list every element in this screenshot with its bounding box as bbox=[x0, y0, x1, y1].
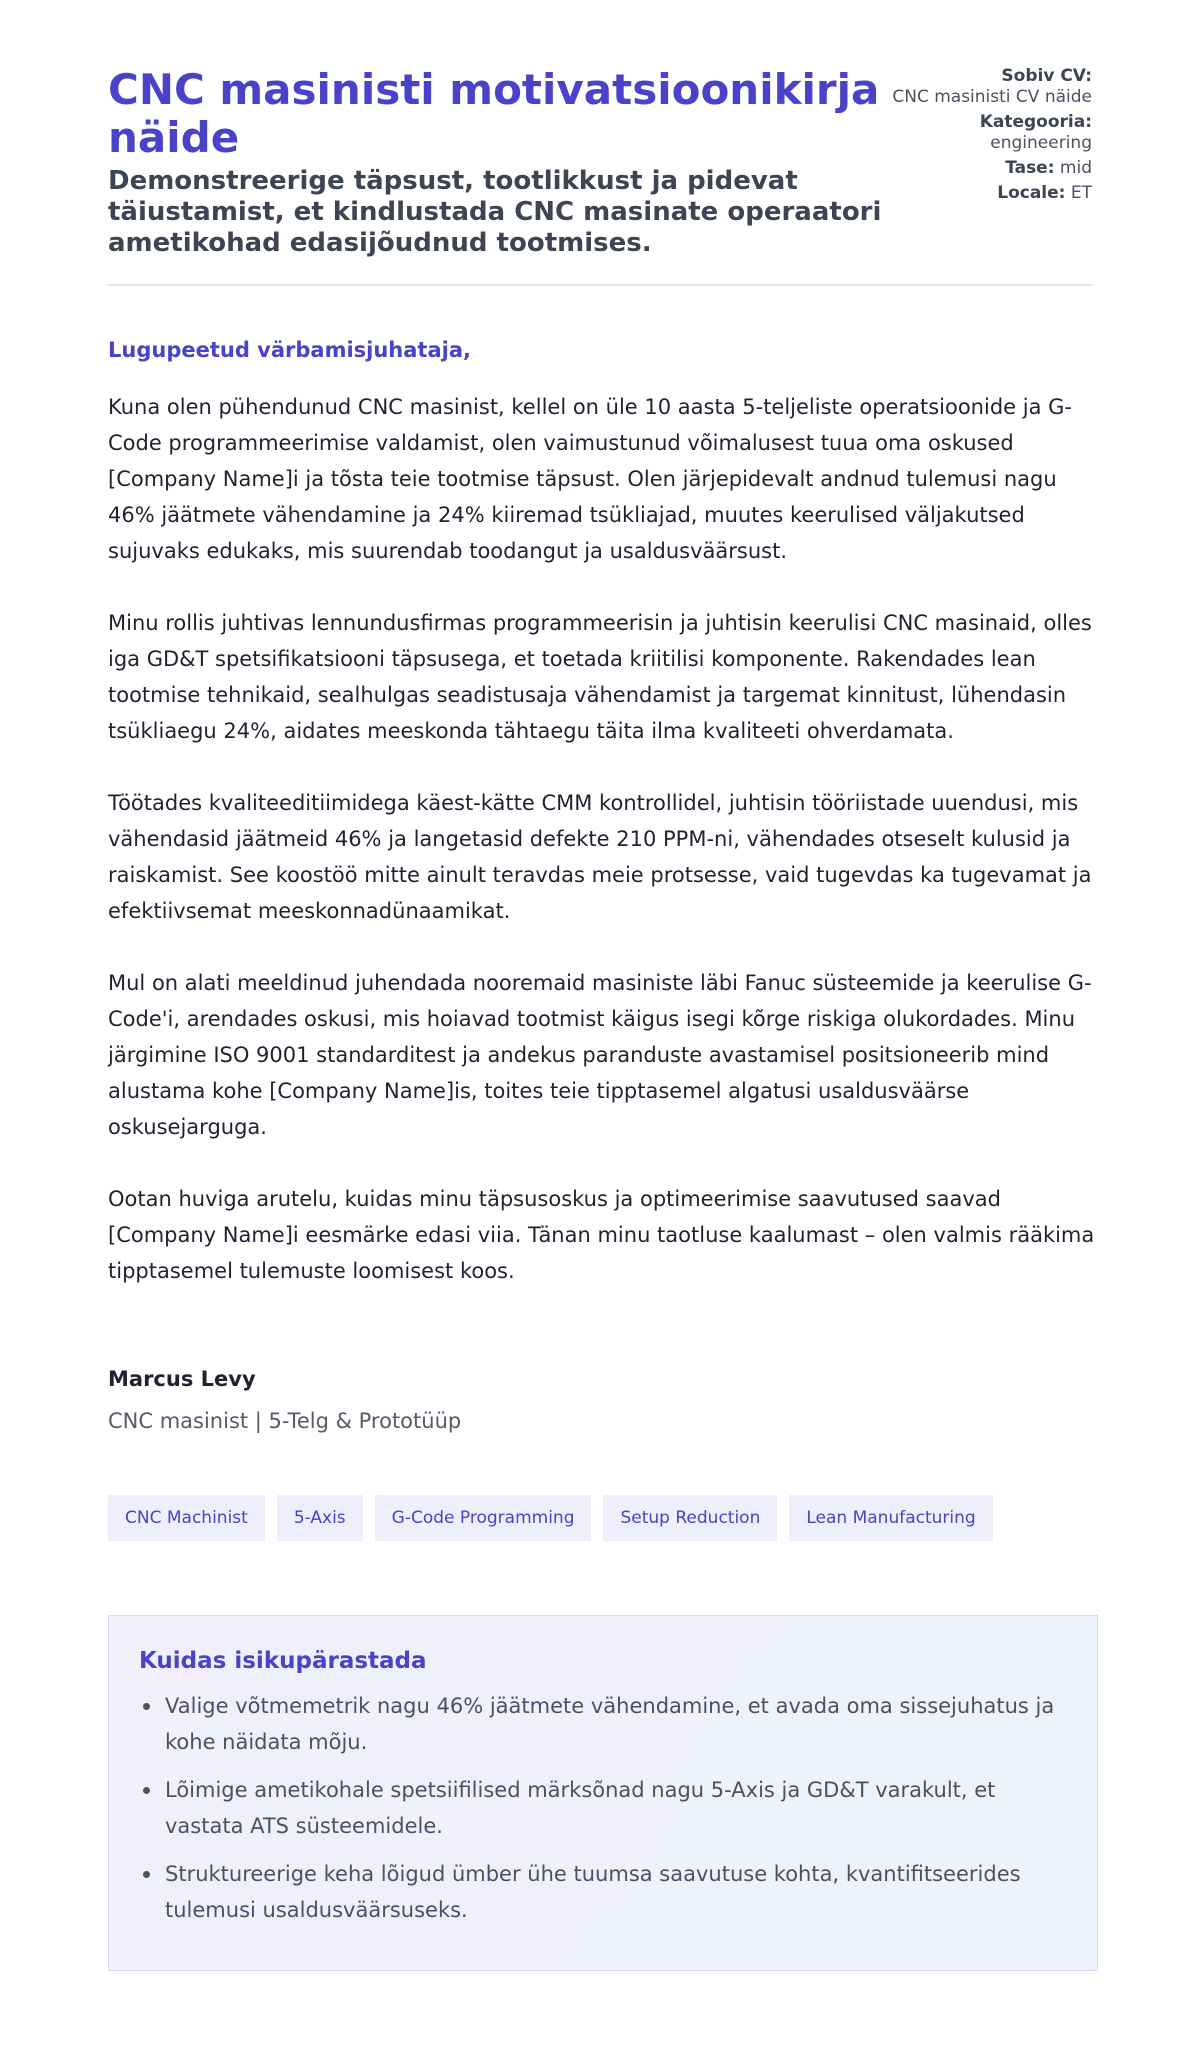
meta-locale bbox=[892, 183, 1092, 204]
skill-tag: CNC Machinist bbox=[108, 1495, 265, 1541]
skill-tag: Setup Reduction bbox=[603, 1495, 777, 1541]
tips-list bbox=[139, 1688, 1067, 1928]
page-title: CNC masinisti motivatsioonikirja näide bbox=[108, 65, 880, 162]
bullet-icon bbox=[143, 1787, 150, 1794]
meta-locale-label: Locale: bbox=[997, 183, 1066, 203]
signature-role: CNC masinist | 5-Telg & Prototüüp bbox=[108, 1409, 462, 1433]
meta-locale-value: ET bbox=[1070, 183, 1092, 203]
meta-category-value: engineering bbox=[990, 133, 1092, 153]
meta-category-label: Kategooria: bbox=[979, 112, 1092, 132]
meta-panel bbox=[892, 66, 1092, 208]
letter-paragraph-2: Minu rollis juhtivas lennundusfirmas programmeerisin ja juhtisin keerulisi CNC masinaid, olles iga GD&T spetsifikatsiooni täpsusega, et toetada kriitilisi komponente. Rakendades lean tootmise tehnikaid, sealhulgas seadistusaja vähendamist ja targemat kinnitust, lühendasin tsükliaegu 24%, aidates meeskonda tähtaegu täita ilma kvaliteeti ohverdamata. bbox=[108, 611, 1092, 743]
meta-matching-cv bbox=[892, 66, 1092, 108]
bullet-icon bbox=[143, 1703, 150, 1710]
meta-level bbox=[892, 158, 1092, 179]
signature-name: Marcus Levy bbox=[108, 1367, 256, 1391]
tips-item-text: Valige võtmemetrik nagu 46% jäätmete vähendamine, et avada oma sissejuhatus ja kohe näidata mõju. bbox=[165, 1694, 1055, 1754]
skill-tag: G-Code Programming bbox=[375, 1495, 592, 1541]
meta-level-value: mid bbox=[1059, 158, 1092, 178]
letter-body bbox=[108, 336, 1095, 1971]
letter-paragraph-4: Mul on alati meeldinud juhendada nooremaid masiniste läbi Fanuc süsteemide ja keerulise G-Code'i, arendades oskusi, mis hoiavad tootmist käigus isegi kõrge riskiga olukordades. Minu järgimine ISO 9001 standarditest ja andekus paranduste avastamisel positsioneerib mind alustama kohe [Company Name]is, toites teie tipptasemel algatusi usaldusväärse oskusejarguga. bbox=[108, 971, 1092, 1139]
page-subtitle: Demonstreerige täpsust, tootlikkust ja pidevat täiustamist, et kindlustada CNC masinate operaatori ametikohad edasijõudnud tootmises. bbox=[108, 166, 882, 258]
page-header bbox=[108, 0, 1092, 286]
letter-paragraph-5: Ootan huviga arutelu, kuidas minu täpsusoskus ja optimeerimise saavutused saavad [Company Name]i eesmärke edasi viia. Tänan minu taotluse kaalumast – olen valmis rääkima tipptasemel tulemuste loomisest koos. bbox=[108, 1187, 1095, 1283]
bullet-icon bbox=[143, 1871, 150, 1878]
meta-category bbox=[892, 112, 1092, 154]
tips-list-item bbox=[139, 1856, 1067, 1928]
meta-matching-cv-link[interactable]: CNC masinisti CV näide bbox=[892, 87, 1092, 107]
letter-paragraph-1: Kuna olen pühendunud CNC masinist, kellel on üle 10 aasta 5-teljeliste operatsioonide ja G-Code programmeerimise valdamist, olen vaimustunud võimalusest tuua oma oskused [Company Name]i ja tõsta teie tootmise täpsust. Olen järjepidevalt andnud tulemusi nagu 46% jäätmete vähendamine ja 24% kiiremad tsükliajad, muutes keerulised väljakutsed sujuvaks edukaks, mis suurendab toodangut ja usaldusväärsust. bbox=[108, 395, 1072, 563]
skill-tag: 5-Axis bbox=[277, 1495, 363, 1541]
tips-title: Kuidas isikupärastada bbox=[139, 1648, 427, 1674]
skill-tags bbox=[108, 1495, 1092, 1541]
letter-greeting: Lugupeetud värbamisjuhataja, bbox=[108, 338, 471, 362]
tips-list-item bbox=[139, 1688, 1067, 1760]
meta-matching-cv-label: Sobiv CV: bbox=[1001, 66, 1092, 86]
meta-level-label: Tase: bbox=[1005, 158, 1055, 178]
signature-block bbox=[108, 1365, 1092, 1435]
skill-tag: Lean Manufacturing bbox=[789, 1495, 992, 1541]
personalization-tips-box bbox=[108, 1615, 1098, 1971]
tips-list-item bbox=[139, 1772, 1067, 1844]
tips-item-text: Lõimige ametikohale spetsiifilised märksõnad nagu 5-Axis ja GD&T varakult, et vastata ATS süsteemidele. bbox=[165, 1778, 996, 1838]
letter-paragraph-3: Töötades kvaliteeditiimidega käest-kätte CMM kontrollidel, juhtisin tööriistade uuendusi, mis vähendasid jäätmeid 46% ja langetasid defekte 210 PPM-ni, vähendades otseselt kulusid ja raiskamist. See koostöö mitte ainult teravdas meie protsesse, vaid tugevdas ka tugevamat ja efektiivsemat meeskonnadünaamikat. bbox=[108, 791, 1092, 923]
tips-item-text: Struktureerige keha lõigud ümber ühe tuumsa saavutuse kohta, kvantifitseerides tulemusi usaldusväärsuseks. bbox=[165, 1862, 1021, 1922]
